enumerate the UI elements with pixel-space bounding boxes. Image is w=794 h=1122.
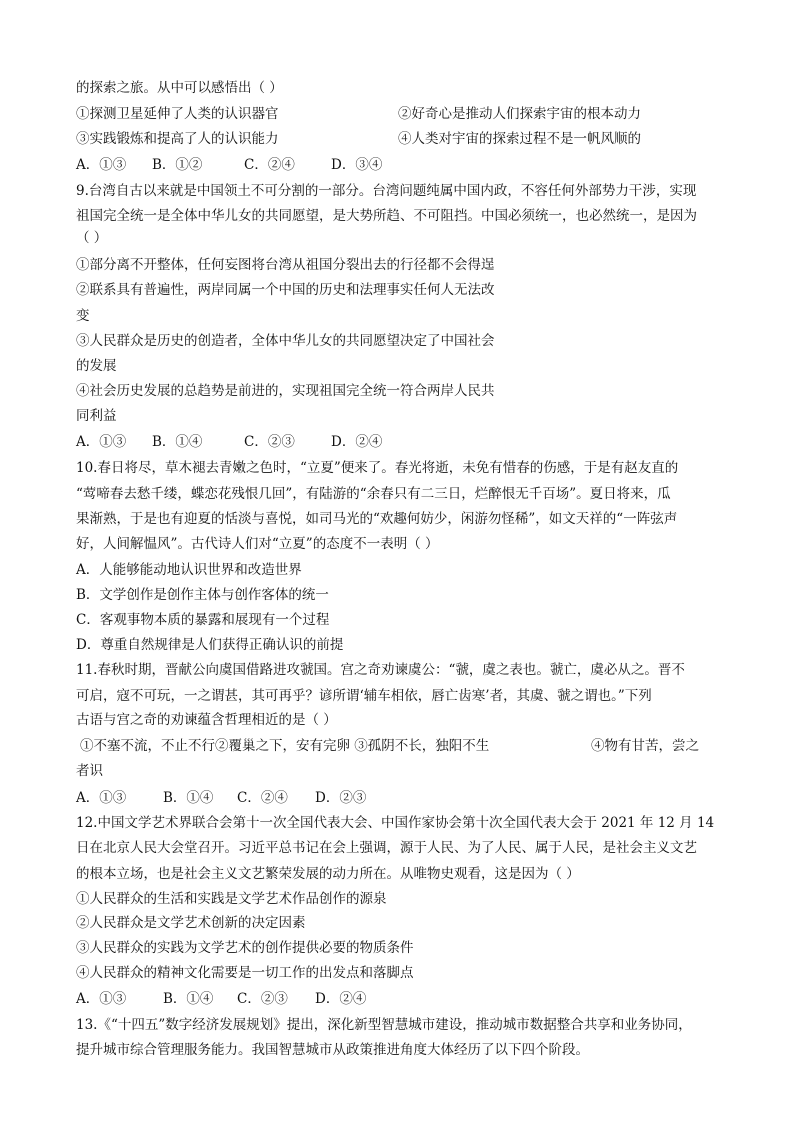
q8-item-3: ③实践锻炼和提高了人的认识能力 — [76, 131, 279, 147]
q11-item-4: ④物有甘苦，尝之 — [591, 738, 699, 754]
q9-stem-line-2: 祖国完全统一是全体中华儿女的共同愿望，是大势所趋、不可阻挡。中国必须统一，也必然统一，是因为 — [76, 208, 697, 224]
q11-items-line-2: 者识 — [76, 763, 103, 779]
q10-stem-line-4: 好，人间解愠风”。古代诗人们对“立夏”的态度不一表明（ ） — [76, 536, 439, 552]
option-c[interactable]: C．②③ — [244, 434, 295, 450]
option-d[interactable]: D．③④ — [331, 157, 383, 173]
q9-item-4: ④社会历史发展的总趋势是前进的，实现祖国完全统一符合两岸人民共 — [76, 383, 495, 399]
q12-stem-line-2: 日在北京人民大会堂召开。习近平总书记在会上强调，源于人民、为了人民、属于人民，是社会主义文艺 — [76, 840, 697, 856]
option-a[interactable]: A．①③ — [76, 991, 127, 1007]
option-a[interactable]: A．①③ — [76, 157, 127, 173]
option-b[interactable]: B．①④ — [163, 991, 214, 1007]
q8-item-4: ④人类对宇宙的探索过程不是一帆风顺的 — [398, 131, 641, 147]
q8-item-1: ①探测卫星延伸了人类的认识器官 — [76, 106, 279, 122]
q8-stem: 的探索之旅。从中可以感悟出（ ） — [76, 80, 283, 96]
option-b[interactable]: B．①② — [152, 157, 203, 173]
q12-stem-line-3: 的根本立场，也是社会主义文艺繁荣发展的动力所在。从唯物史观看，这是因为（ ） — [76, 866, 580, 882]
q12-stem-line-1: 12.中国文学艺术界联合会第十一次全国代表大会、中国作家协会第十次全国代表大会于 2021 年 12 月 14 — [76, 815, 715, 831]
option-a[interactable]: A．①③ — [76, 434, 127, 450]
q12-item-4: ④人民群众的精神文化需要是一切工作的出发点和落脚点 — [76, 965, 414, 981]
q10-stem-line-2: “莺啼春去愁千缕，蝶恋花残恨几回”，有陆游的“余春只有二三日，烂醉恨无千百场”。夏日将来，瓜 — [76, 486, 671, 502]
q13-stem-line-2: 提升城市综合管理服务能力。我国智慧城市从政策推进角度大体经历了以下四个阶段。 — [76, 1042, 589, 1058]
q9-item-4-cont: 同利益 — [76, 408, 117, 424]
q12-item-2: ②人民群众是文学艺术创新的决定因素 — [76, 915, 306, 931]
option-d[interactable]: D．②④ — [331, 434, 383, 450]
q9-item-2: ②联系具有普遍性，两岸同属一个中国的历史和法理事实任何人无法改 — [76, 282, 495, 298]
q11-stem-line-2: 可启，寇不可玩，一之谓甚，其可再乎？谚所谓‘辅车相依，唇亡齿寒’者，其虞、虢之谓也。”下列 — [76, 688, 652, 704]
option-d[interactable]: D．②③ — [315, 790, 367, 806]
q9-stem-line-1: 9.台湾自古以来就是中国领土不可分割的一部分。台湾问题纯属中国内政，不容任何外部势力干涉，实现 — [76, 183, 697, 199]
option-c[interactable]: C．②④ — [237, 790, 288, 806]
option-c[interactable]: C．②④ — [244, 157, 295, 173]
option-c[interactable]: C．②③ — [237, 991, 288, 1007]
q11-stem-line-1: 11.春秋时期，晋献公向虞国借路进攻虢国。宫之奇劝谏虞公：“虢，虞之表也。虢亡，虞必从之。晋不 — [76, 662, 685, 678]
q10-option-d[interactable]: D．尊重自然规律是人们获得正确认识的前提 — [76, 637, 344, 653]
q10-stem-line-1: 10.春日将尽，草木褪去青嫩之色时，“立夏”便来了。春光将逝，未免有惜春的伤感，于是有赵友直的 — [76, 460, 679, 476]
q10-option-a[interactable]: A．人能够能动地认识世界和改造世界 — [76, 562, 302, 578]
q11-stem-line-3: 古语与宫之奇的劝谏蕴含哲理相近的是（ ） — [76, 712, 337, 728]
q13-stem-line-1: 13.《“十四五”数字经济发展规划》提出，深化新型智慧城市建设，推动城市数据整合共享和业务协同， — [76, 1017, 692, 1033]
q9-stem-line-3: （ ） — [76, 230, 108, 246]
q9-item-1: ①部分离不开整体，任何妄图将台湾从祖国分裂出去的行径都不会得逞 — [76, 257, 495, 273]
q10-stem-line-3: 果渐熟，于是也有迎夏的恬淡与喜悦，如司马光的“欢趣何妨少，闲游勿怪稀”，如文天祥的“一阵弦声 — [76, 511, 678, 527]
q12-item-3: ③人民群众的实践为文学艺术的创作提供必要的物质条件 — [76, 940, 414, 956]
q9-item-2-cont: 变 — [76, 308, 90, 324]
option-a[interactable]: A．①③ — [76, 790, 127, 806]
option-d[interactable]: D．②④ — [315, 991, 367, 1007]
q10-option-b[interactable]: B．文学创作是创作主体与创作客体的统一 — [76, 587, 329, 603]
option-b[interactable]: B．①④ — [163, 790, 214, 806]
q9-item-3-cont: 的发展 — [76, 358, 117, 374]
q8-item-2: ②好奇心是推动人们探索宇宙的根本动力 — [398, 106, 641, 122]
q9-item-3: ③人民群众是历史的创造者，全体中华儿女的共同愿望决定了中国社会 — [76, 333, 495, 349]
q12-item-1: ①人民群众的生活和实践是文学艺术作品创作的源泉 — [76, 891, 387, 907]
q11-items-line-1: ①不塞不流，不止不行②覆巢之下，安有完卵 ③孤阴不长，独阳不生 — [80, 738, 490, 754]
q10-option-c[interactable]: C．客观事物本质的暴露和展现有一个过程 — [76, 612, 330, 628]
option-b[interactable]: B．①④ — [152, 434, 203, 450]
